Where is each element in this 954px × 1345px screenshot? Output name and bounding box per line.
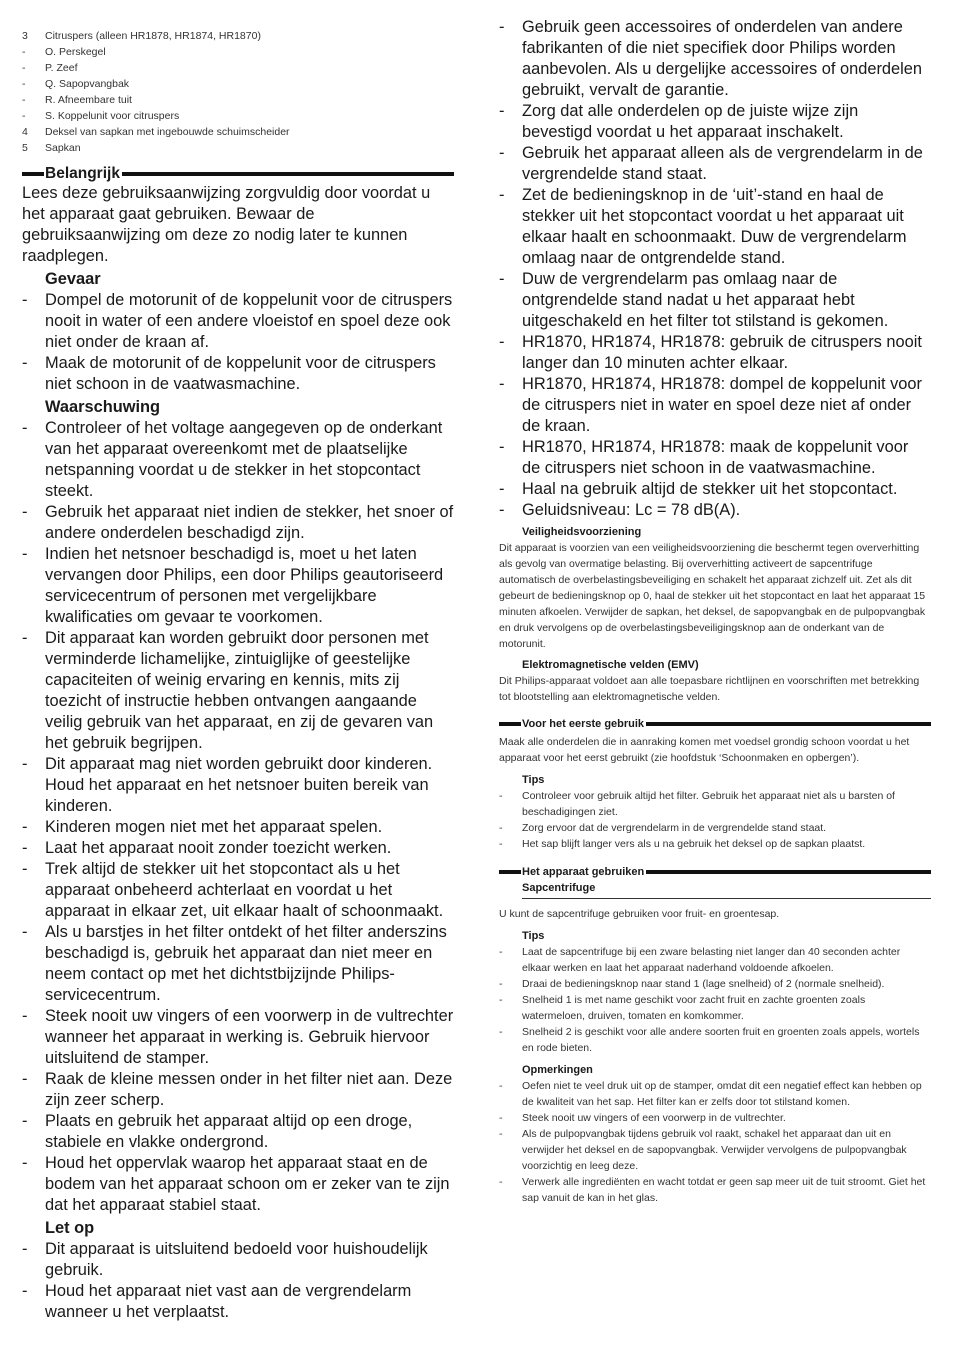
list-item: - Laat het apparaat nooit zonder toezicht werken. <box>22 839 392 857</box>
list-item: - Draai de bedieningsknop naar stand 1 (lage snelheid) of 2 (normale snelheid). <box>499 978 885 990</box>
list-item: - Oefen niet te veel druk uit op de stamper, omdat dit een negatief effect kan hebben op de kwaliteit van het sap. Het filter kan er zelfs door tot stilstand komen. <box>499 1080 922 1108</box>
parts-list-item: - R. Afneembare tuit <box>22 94 132 106</box>
right-column <box>499 0 931 1206</box>
list-item: - Als u barstjes in het filter ontdekt of het filter anderszins beschadigd is, gebruik het apparaat dan niet meer en neem contact op met het dichtstbijzijnde Philips-servicecentrum. <box>22 923 447 1004</box>
caution-heading: Let op <box>45 1219 95 1237</box>
safety-text: Dit apparaat is voorzien van een veiligheidsvoorziening die beschermt tegen oververhitting als gevolg van overmatige belasting. Bij oververhitting activeert de sapcentrifuge automatisch de overbelastingsbeveiliging en schakelt het apparaat zichzelf uit. Zet als dit gebeurt de bedieningsknop op 0, haal de stekker uit het stopcontact en laat het apparaat 15 minuten afkoelen. Verwijder de sapkan, het deksel, de sapopvangbak en de pulpopvangbak en druk vervolgens op de overbelastingsbeveiligingsknop aan de onderkant van de motorunit. <box>499 542 926 650</box>
list-item: - Steek nooit uw vingers of een voorwerp in de vultrechter. <box>499 1112 786 1124</box>
list-item: - Gebruik geen accessoires of onderdelen van andere fabrikanten of die niet specifiek door Philips worden aanbevolen. Als u dergelijke accessoires of onderdelen gebruikt, vervalt de garantie. <box>499 18 923 99</box>
safety-heading: Veiligheidsvoorziening <box>522 526 642 538</box>
heading-rule <box>122 172 454 176</box>
list-item: - Zet de bedieningsknop in de ‘uit’-stand en haal de stekker uit het stopcontact voordat u het apparaat uit elkaar haalt en schoonmaakt. Duw de vergrendelarm omlaag naar de ontgrendelde stand. <box>499 186 907 267</box>
emf-text: Dit Philips-apparaat voldoet aan alle toepasbare richtlijnen en voorschriften met betrekking tot blootstelling aan elektromagnetische velden. <box>499 675 920 703</box>
list-item: - Dit apparaat is uitsluitend bedoeld voor huishoudelijk gebruik. <box>22 1240 428 1279</box>
parts-list-item: - Q. Sapopvangbak <box>22 78 130 90</box>
tips-heading: Tips <box>522 774 545 786</box>
parts-list <box>22 0 454 156</box>
list-item: - Raak de kleine messen onder in het filter niet aan. Deze zijn zeer scherp. <box>22 1070 453 1109</box>
list-item: - HR1870, HR1874, HR1878: gebruik de citruspers nooit langer dan 10 minuten achter elkaar. <box>499 333 922 372</box>
parts-list-item: 5 Sapkan <box>22 142 81 154</box>
section-heading-important: Belangrijk <box>22 165 454 182</box>
list-item: - Dit apparaat kan worden gebruikt door personen met verminderde lichamelijke, zintuiglijke of geestelijke capaciteiten of weinig ervaring en kennis, mits zij toezicht of instructie hebben ontvangen aangaande veilig gebruik van het apparaat, en zij de gevaren van het gebruik begrijpen. <box>22 629 434 752</box>
heading-bar <box>22 172 44 176</box>
parts-list-item: 4 Deksel van sapkan met ingebouwde schuimscheider <box>22 126 290 138</box>
list-item: - Snelheid 2 is geschikt voor alle andere soorten fruit en groenten zoals appels, wortels en rode bieten. <box>499 1026 920 1054</box>
first-use-text: Maak alle onderdelen die in aanraking komen met voedsel grondig schoon voordat u het apparaat voor het eerst gebruikt (zie hoofdstuk ‘Schoonmaken en opbergen’). <box>499 736 910 764</box>
list-item: - Zorg dat alle onderdelen op de juiste wijze zijn bevestigd voordat u het apparaat inschakelt. <box>499 102 859 141</box>
list-item: - Houd het oppervlak waarop het apparaat staat en de bodem van het apparaat schoon om er zeker van te zijn dat het apparaat stabiel staat. <box>22 1154 450 1214</box>
section-heading-using: Het apparaat gebruiken <box>499 865 931 879</box>
list-item: - Trek altijd de stekker uit het stopcontact als u het apparaat onbeheerd achterlaat en voordat u het apparaat in elkaar zet, uit elkaar haalt of schoonmaakt. <box>22 860 444 920</box>
parts-list-item: 3 Citruspers (alleen HR1878, HR1874, HR1870) <box>22 30 261 42</box>
heading-rule <box>646 722 931 726</box>
list-item: - HR1870, HR1874, HR1878: maak de koppelunit voor de citruspers niet schoon in de vaatwasmachine. <box>499 438 909 477</box>
juicer-heading: Sapcentrifuge <box>522 881 931 899</box>
list-item: - Controleer of het voltage aangegeven op de onderkant van het apparaat overeenkomt met de plaatselijke netspanning voordat u de stekker in het stopcontact steekt. <box>22 419 443 500</box>
parts-list-item: - P. Zeef <box>22 62 78 74</box>
warning-heading: Waarschuwing <box>45 398 161 416</box>
parts-list-item: - S. Koppelunit voor citruspers <box>22 110 180 122</box>
list-item: - Gebruik het apparaat alleen als de vergrendelarm in de vergrendelde stand staat. <box>499 144 923 183</box>
list-item: - Duw de vergrendelarm pas omlaag naar de ontgrendelde stand nadat u het apparaat hebt uitgeschakeld en het filter tot stilstand is gekomen. <box>499 270 889 330</box>
list-item: - HR1870, HR1874, HR1878: dompel de koppelunit voor de citruspers niet in water en spoel deze niet af onder de kraan. <box>499 375 922 435</box>
section-heading-first-use: Voor het eerste gebruik <box>499 717 931 731</box>
heading-bar <box>499 870 521 874</box>
list-item: - Indien het netsnoer beschadigd is, moet u het laten vervangen door Philips, een door Philips geautoriseerd servicecentrum of personen met vergelijkbare kwalificaties om gevaar te voorkomen. <box>22 545 444 626</box>
list-item: - Houd het apparaat niet vast aan de vergrendelarm wanneer u het verplaatst. <box>22 1282 412 1321</box>
heading-rule <box>646 870 931 874</box>
list-item: - Als de pulpopvangbak tijdens gebruik vol raakt, schakel het apparaat dan uit en verwijder het deksel en de sapopvangbak. Verwijder vervolgens de pulpopvangbak voorzichtig en leeg deze. <box>499 1128 907 1172</box>
list-item: - Plaats en gebruik het apparaat altijd op een droge, stabiele en vlakke ondergrond. <box>22 1112 413 1151</box>
list-item: - Dompel de motorunit of de koppelunit voor de citruspers nooit in water of een andere vloeistof en spoel deze ook niet onder de kraan af. <box>22 291 453 351</box>
emf-heading: Elektromagnetische velden (EMV) <box>522 659 699 671</box>
notes-heading: Opmerkingen <box>522 1064 593 1076</box>
heading-bar <box>499 722 521 726</box>
tips-heading: Tips <box>522 930 545 942</box>
list-item: - Haal na gebruik altijd de stekker uit het stopcontact. <box>499 480 898 498</box>
list-item: - Geluidsniveau: Lc = 78 dB(A). <box>499 501 741 519</box>
list-item: - Snelheid 1 is met name geschikt voor zacht fruit en zachte groenten zoals watermeloen, druiven, tomaten en komkommer. <box>499 994 866 1022</box>
danger-heading: Gevaar <box>45 270 101 288</box>
left-column <box>22 0 454 1323</box>
list-item: - Verwerk alle ingrediënten en wacht totdat er geen sap meer uit de tuit stroomt. Giet het sap vanuit de kan in het glas. <box>499 1176 926 1204</box>
list-item: - Maak de motorunit of de koppelunit voor de citruspers niet schoon in de vaatwasmachine. <box>22 354 436 393</box>
list-item: - Controleer voor gebruik altijd het filter. Gebruik het apparaat niet als u barsten of beschadigingen ziet. <box>499 790 895 818</box>
list-item: - Gebruik het apparaat niet indien de stekker, het snoer of andere onderdelen beschadigd zijn. <box>22 503 454 542</box>
list-item: - Dit apparaat mag niet worden gebruikt door kinderen. Houd het apparaat en het netsnoer buiten bereik van kinderen. <box>22 755 433 815</box>
list-item: - Zorg ervoor dat de vergrendelarm in de vergrendelde stand staat. <box>499 822 827 834</box>
list-item: - Kinderen mogen niet met het apparaat spelen. <box>22 818 383 836</box>
parts-list-item: - O. Perskegel <box>22 46 106 58</box>
list-item: - Het sap blijft langer vers als u na gebruik het deksel op de sapkan plaatst. <box>499 838 866 850</box>
juicer-text: U kunt de sapcentrifuge gebruiken voor fruit- en groentesap. <box>499 908 780 920</box>
list-item: - Steek nooit uw vingers of een voorwerp in de vultrechter wanneer het apparaat in werking is. Gebruik hiervoor uitsluitend de stamper. <box>22 1007 454 1067</box>
list-item: - Laat de sapcentrifuge bij een zware belasting niet langer dan 40 seconden achter elkaar werken en laat het apparaat naderhand voldoende afkoelen. <box>499 946 901 974</box>
important-intro: Lees deze gebruiksaanwijzing zorgvuldig door voordat u het apparaat gaat gebruiken. Bewaar de gebruiksaanwijzing om deze zo nodig later te kunnen raadplegen. <box>22 184 431 265</box>
